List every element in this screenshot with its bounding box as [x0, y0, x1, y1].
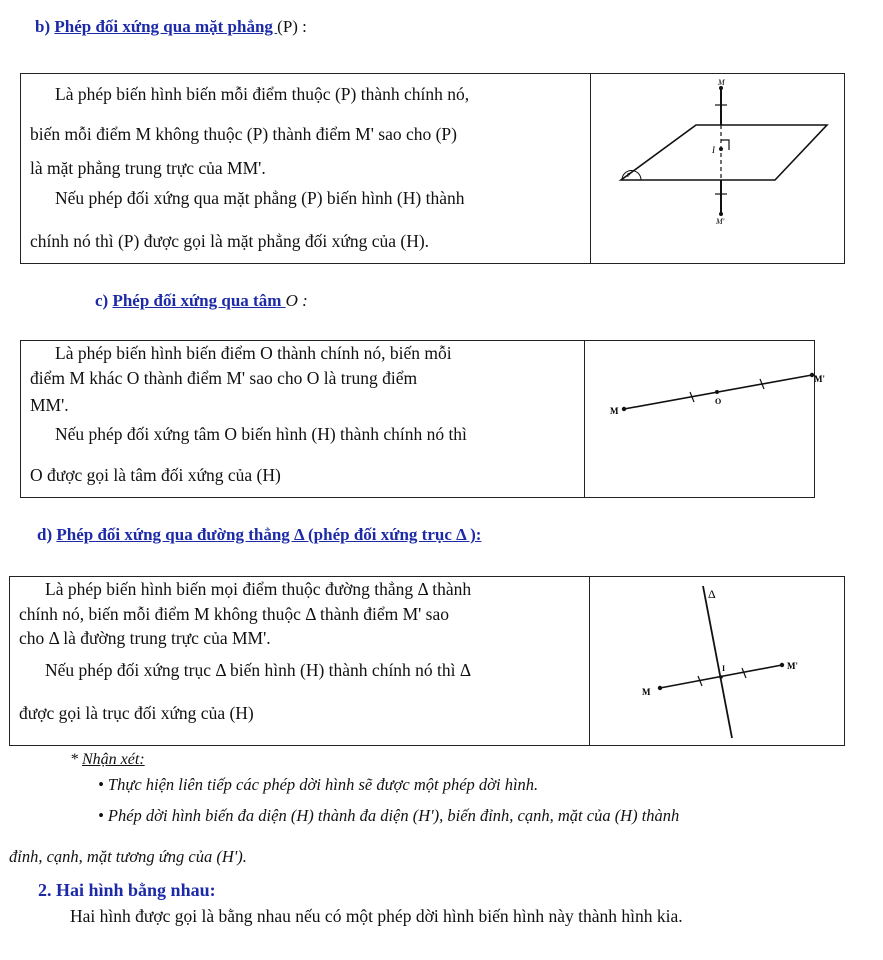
note-bullet-2: • Phép dời hình biến đa diện (H) thành đa diện (H'), biến đỉnh, cạnh, mặt của (H) thành: [98, 806, 680, 825]
section-b-line-2: biến mỗi điểm M không thuộc (P) thành điểm M' sao cho (P): [30, 124, 457, 144]
notes-title-text: Nhận xét:: [82, 751, 145, 768]
section-d-heading: [37, 525, 481, 545]
section-c-line-4: Nếu phép đối xứng tâm O biến hình (H) thành chính nó thì: [55, 424, 467, 444]
notes-title: [70, 751, 145, 769]
section-b-divider: [590, 74, 591, 263]
section-b-line-3: là mặt phẳng trung trực của MM'.: [30, 158, 266, 178]
section-b-line-5: chính nó thì (P) được gọi là mặt phẳng đối xứng của (H).: [30, 231, 430, 251]
section-d-line-5: được gọi là trục đối xứng của (H): [19, 703, 254, 723]
note-bullet-2-continued: đỉnh, cạnh, mặt tương ứng của (H').: [9, 847, 247, 866]
label-P: P: [627, 173, 631, 179]
section-c-heading: [95, 291, 308, 311]
section-c-line-5: O được gọi là tâm đối xứng của (H): [30, 465, 281, 485]
plane-symmetry-figure: [612, 74, 842, 234]
point-M: [658, 686, 662, 690]
label-O: O: [715, 397, 722, 406]
section-b-title-suffix: (P) :: [277, 17, 307, 36]
section-b-line-1: Là phép biến hình biến mỗi điểm thuộc (P) thành chính nó,: [55, 84, 470, 104]
point-M: [622, 407, 626, 411]
section-c-line-3: MM'.: [30, 395, 69, 415]
label-M: M: [642, 687, 651, 697]
point-M-prime: [719, 212, 723, 216]
section-d-line-4: Nếu phép đối xứng trục Δ biến hình (H) thành chính nó thì Δ: [45, 660, 472, 680]
notes-title-prefix: *: [70, 751, 82, 768]
section-c-label: c): [95, 291, 113, 310]
section-c-title[interactable]: Phép đối xứng qua tâm: [112, 291, 286, 310]
label-M-prime: M': [716, 217, 725, 226]
section-b-label: b): [35, 17, 55, 36]
label-I: I: [722, 664, 726, 673]
section-c-divider: [584, 341, 585, 497]
axial-symmetry-figure: [600, 578, 840, 743]
point-I: [719, 147, 723, 151]
label-M-prime: M': [814, 374, 825, 384]
section-b-line-4: Nếu phép đối xứng qua mặt phẳng (P) biến hình (H) thành: [55, 188, 465, 208]
label-M-prime: M': [787, 661, 798, 671]
point-M-prime: [780, 663, 784, 667]
section-c-line-2: điểm M khác O thành điểm M' sao cho O là trung điểm: [30, 368, 418, 388]
section-d-line-2: chính nó, biến mỗi điểm M không thuộc Δ thành điểm M' sao: [19, 604, 449, 624]
section-2-title: 2. Hai hình bằng nhau:: [38, 880, 216, 900]
section-c-title-suffix: O :: [285, 291, 308, 310]
section-2-text: Hai hình được gọi là bằng nhau nếu có một phép dời hình biến hình này thành hình kia.: [70, 906, 683, 926]
label-M: M: [610, 406, 619, 416]
label-axis: Δ: [708, 587, 716, 601]
section-d-label: d): [37, 525, 57, 544]
section-d-divider: [589, 577, 590, 745]
label-M: M: [718, 78, 725, 87]
section-b-title[interactable]: Phép đối xứng qua mặt phẳng: [54, 17, 278, 36]
central-symmetry-figure: [600, 360, 840, 430]
plane-parallelogram: [621, 125, 827, 180]
section-d-line-1: Là phép biến hình biến mọi điểm thuộc đường thẳng Δ thành: [45, 579, 472, 599]
section-b-heading: [35, 17, 307, 37]
section-d-line-3: cho Δ là đường trung trực của MM'.: [19, 628, 271, 648]
point-I: [719, 675, 723, 679]
section-c-line-1: Là phép biến hình biến điểm O thành chính nó, biến mỗi: [55, 343, 452, 363]
section-d-title[interactable]: Phép đối xứng qua đường thẳng Δ (phép đối xứng trục Δ ):: [56, 525, 482, 544]
label-I: I: [712, 145, 715, 155]
note-bullet-1: • Thực hiện liên tiếp các phép dời hình sẽ được một phép dời hình.: [98, 775, 539, 794]
axis-line: [703, 586, 732, 738]
point-O: [715, 390, 719, 394]
